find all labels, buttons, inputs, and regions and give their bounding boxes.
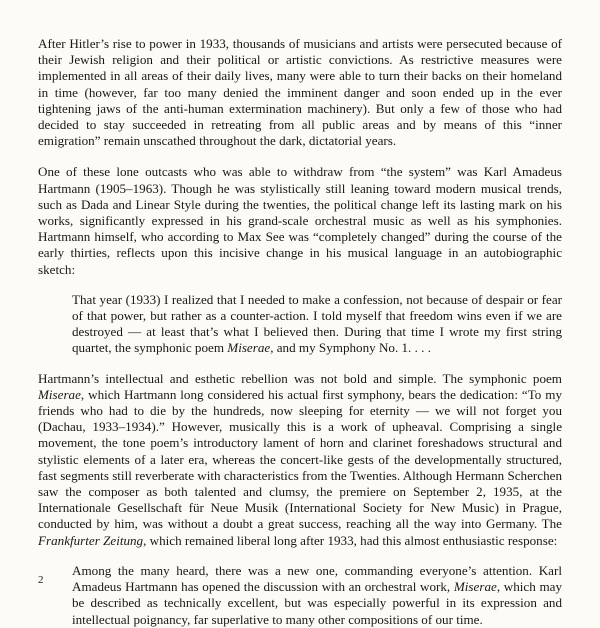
paragraph-rebellion-text-c: , which remained liberal long after 1933, had this almost enthusiastic response: bbox=[143, 532, 558, 548]
review-text-b: , which may be described as technically excellent, but was especially powerful in its expression and intellectual poignancy, far superlative to many other compositions of our time. bbox=[72, 579, 562, 627]
quote-text: That year (1933) I realized that I needed to make a confession, not because of despair or fear of that power, but rather as a counter-action. I told myself that freedom wins even if we are destroyed — at least that’s what I believed then. During that time I wrote my first string quartet, the symphonic poem bbox=[72, 291, 562, 356]
quote-text-end: , and my Symphony No. 1. . . . bbox=[270, 340, 431, 356]
paragraph-rebellion-text-b: , which Hartmann long considered his actual first symphony, bears the dedication: “To my friends who had to die by the hundreds, now sleeping for eternity — we will not forget you (Dachau, 1933–1934).” However, musically this is a work of upheaval. Comprising a single movement, the tone poem’s introductory lament of horn and clarinet foreshadows structural and stylistic elements of a later era, whereas the concert-like gests of the developmentally structured, fast segments still reverberate with characteristics from the Twenties. Although Hermann Scherchen saw the composer as both talented and clumsy, the premiere on September 2, 1935, at the Internationale Gesellschaft für Neue Musik (International Society for New Music) in Prague, conducted by him, was without a doubt a great success, reaching all the way into Germany. The bbox=[38, 386, 562, 532]
paragraph-rebellion-text-a: Hartmann’s intellectual and esthetic rebellion was not bold and simple. The symphonic poem bbox=[38, 370, 562, 386]
paragraph-hartmann bbox=[38, 164, 562, 277]
page-number: 2 bbox=[38, 574, 44, 586]
paragraph-intro bbox=[38, 36, 562, 149]
italic-title-newspaper: Frankfurter Zeitung bbox=[38, 532, 144, 548]
block-quote-review bbox=[72, 563, 562, 628]
paragraph-rebellion bbox=[38, 371, 562, 549]
italic-title-miserae: Miserae bbox=[38, 386, 81, 402]
block-quote-autobiographic bbox=[72, 292, 562, 357]
paragraph-intro-text: After Hitler’s rise to power in 1933, thousands of musicians and artists were persecuted because of their Jewish religion and their political or artistic convictions. As restrictive measures were implemented in all areas of their daily lives, many were able to turn their backs on their homeland in time (however, far too many denied the imminent danger and soon ended up in the ever tightening jaws of the anti-human extermination machinery). But only a few of those who had decided to stay succeeded in retreating from all public areas and by means of this “inner emigration” remain unscathed throughout the dark, dictatorial years. bbox=[38, 36, 562, 149]
paragraph-hartmann-text: One of these lone outcasts who was able to withdraw from “the system” was Karl Amadeus Hartmann (1905–1963). Though he was stylistically still leaning toward modern musical trends, such as Dada and Linear Style during the twenties, the political change left its lasting mark on his works, significantly expressed in his grand-scale orchestral music as well as his symphonies. Hartmann himself, who according to Max See was “completely changed” during the course of the early thirties, reflects upon this incisive change in his musical language in an autobiographic sketch: bbox=[38, 164, 562, 277]
quote-italic-title: Miserae bbox=[227, 340, 271, 356]
review-text-a: Among the many heard, there was a new one, commanding everyone’s attention. Karl Amadeus Hartmann has opened the discussion with an orchestral work, bbox=[72, 562, 562, 595]
review-italic-title: Miserae bbox=[453, 579, 497, 595]
